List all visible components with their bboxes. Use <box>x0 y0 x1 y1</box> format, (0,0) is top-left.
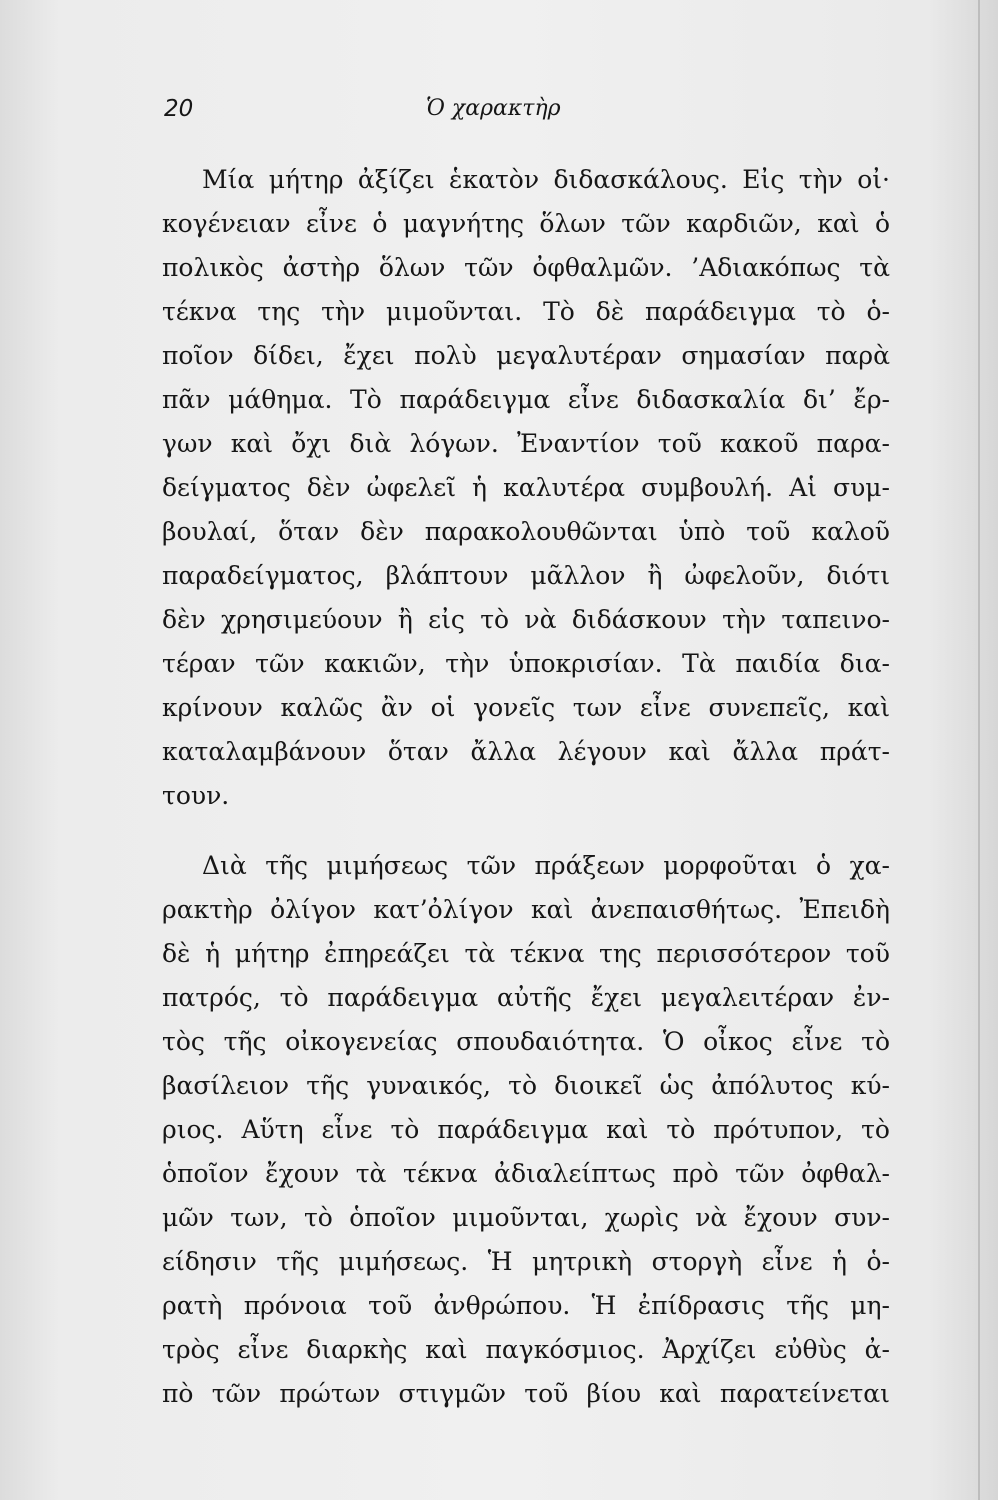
page-header <box>164 96 884 128</box>
text-line: τὸς τῆς οἰκογενείας σπουδαιότητα. Ὁ οἶκος εἶνε τὸ <box>162 1027 890 1056</box>
text-line: βουλαί, ὅταν δὲν παρακολουθῶνται ὑπὸ τοῦ καλοῦ <box>162 517 890 546</box>
paragraph-1 <box>162 158 890 818</box>
text-line: Διὰ τῆς μιμήσεως τῶν πράξεων μορφοῦται ὁ χα- <box>202 851 890 880</box>
text-line: παραδείγματος, βλάπτουν μᾶλλον ἢ ὠφελοῦν, διότι <box>162 561 890 590</box>
text-line: καταλαμβάνουν ὅταν ἄλλα λέγουν καὶ ἄλλα πράτ- <box>162 737 890 766</box>
paragraph-2 <box>162 844 890 1416</box>
text-line: τουν. <box>162 781 230 810</box>
text-line: πατρός, τὸ παράδειγμα αὐτῆς ἔχει μεγαλειτέραν ἐν- <box>162 983 890 1012</box>
text-line: πᾶν μάθημα. Τὸ παράδειγμα εἶνε διδασκαλία δι’ ἔρ- <box>162 385 890 414</box>
text-line: ρατὴ πρόνοια τοῦ ἀνθρώπου. Ἡ ἐπίδρασις τῆς μη- <box>162 1291 890 1320</box>
body-text <box>162 158 890 1416</box>
running-title: Ὁ χαρακτὴρ <box>426 96 561 121</box>
text-line: τέκνα της τὴν μιμοῦνται. Τὸ δὲ παράδειγμα τὸ ὁ- <box>162 297 890 326</box>
text-line: γων καὶ ὄχι διὰ λόγων. Ἐναντίον τοῦ κακοῦ παρα- <box>162 429 890 458</box>
text-line: κρίνουν καλῶς ἂν οἱ γονεῖς των εἶνε συνεπεῖς, καὶ <box>162 693 890 722</box>
text-line: ποῖον δίδει, ἔχει πολὺ μεγαλυτέραν σημασίαν παρὰ <box>162 341 890 370</box>
page-number: 20 <box>164 96 194 122</box>
text-line: δὲ ἡ μήτηρ ἐπηρεάζει τὰ τέκνα της περισσότερον τοῦ <box>162 939 890 968</box>
text-line: πολικὸς ἀστὴρ ὅλων τῶν ὀφθαλμῶν. ’Αδιακόπως τὰ <box>162 253 890 282</box>
text-line: είδησιν τῆς μιμήσεως. Ἡ μητρικὴ στοργὴ εἶνε ἡ ὁ- <box>162 1247 890 1276</box>
text-line: ὁποῖον ἔχουν τὰ τέκνα ἀδιαλείπτως πρὸ τῶν ὀφθαλ- <box>162 1159 890 1188</box>
text-line: ριος. Αὕτη εἶνε τὸ παράδειγμα καὶ τὸ πρότυπον, τὸ <box>162 1115 890 1144</box>
text-line: μῶν των, τὸ ὁποῖον μιμοῦνται, χωρὶς νὰ ἔχουν συν- <box>162 1203 890 1232</box>
text-line: ρακτὴρ ὀλίγον κατ’ὀλίγον καὶ ἀνεπαισθήτως. Ἐπειδὴ <box>162 895 890 924</box>
text-line: δείγματος δὲν ὠφελεῖ ἡ καλυτέρα συμβουλή. Αἱ συμ- <box>162 473 890 502</box>
page-binding-edge <box>978 0 980 1500</box>
text-line: πὸ τῶν πρώτων στιγμῶν τοῦ βίου καὶ παρατείνεται <box>162 1379 890 1408</box>
text-line: δὲν χρησιμεύουν ἢ εἰς τὸ νὰ διδάσκουν τὴν ταπεινο- <box>162 605 890 634</box>
text-line: Μία μήτηρ ἀξίζει ἑκατὸν διδασκάλους. Εἰς τὴν οἰ· <box>202 165 890 194</box>
text-line: βασίλειον τῆς γυναικός, τὸ διοικεῖ ὡς ἀπόλυτος κύ- <box>162 1071 890 1100</box>
text-line: τέραν τῶν κακιῶν, τὴν ὑποκρισίαν. Τὰ παιδία δια- <box>162 649 890 678</box>
text-line: τρὸς εἶνε διαρκὴς καὶ παγκόσμιος. Ἀρχίζει εὐθὺς ἀ- <box>162 1335 890 1364</box>
text-line: κογένειαν εἶνε ὁ μαγνήτης ὅλων τῶν καρδιῶν, καὶ ὁ <box>162 209 890 238</box>
